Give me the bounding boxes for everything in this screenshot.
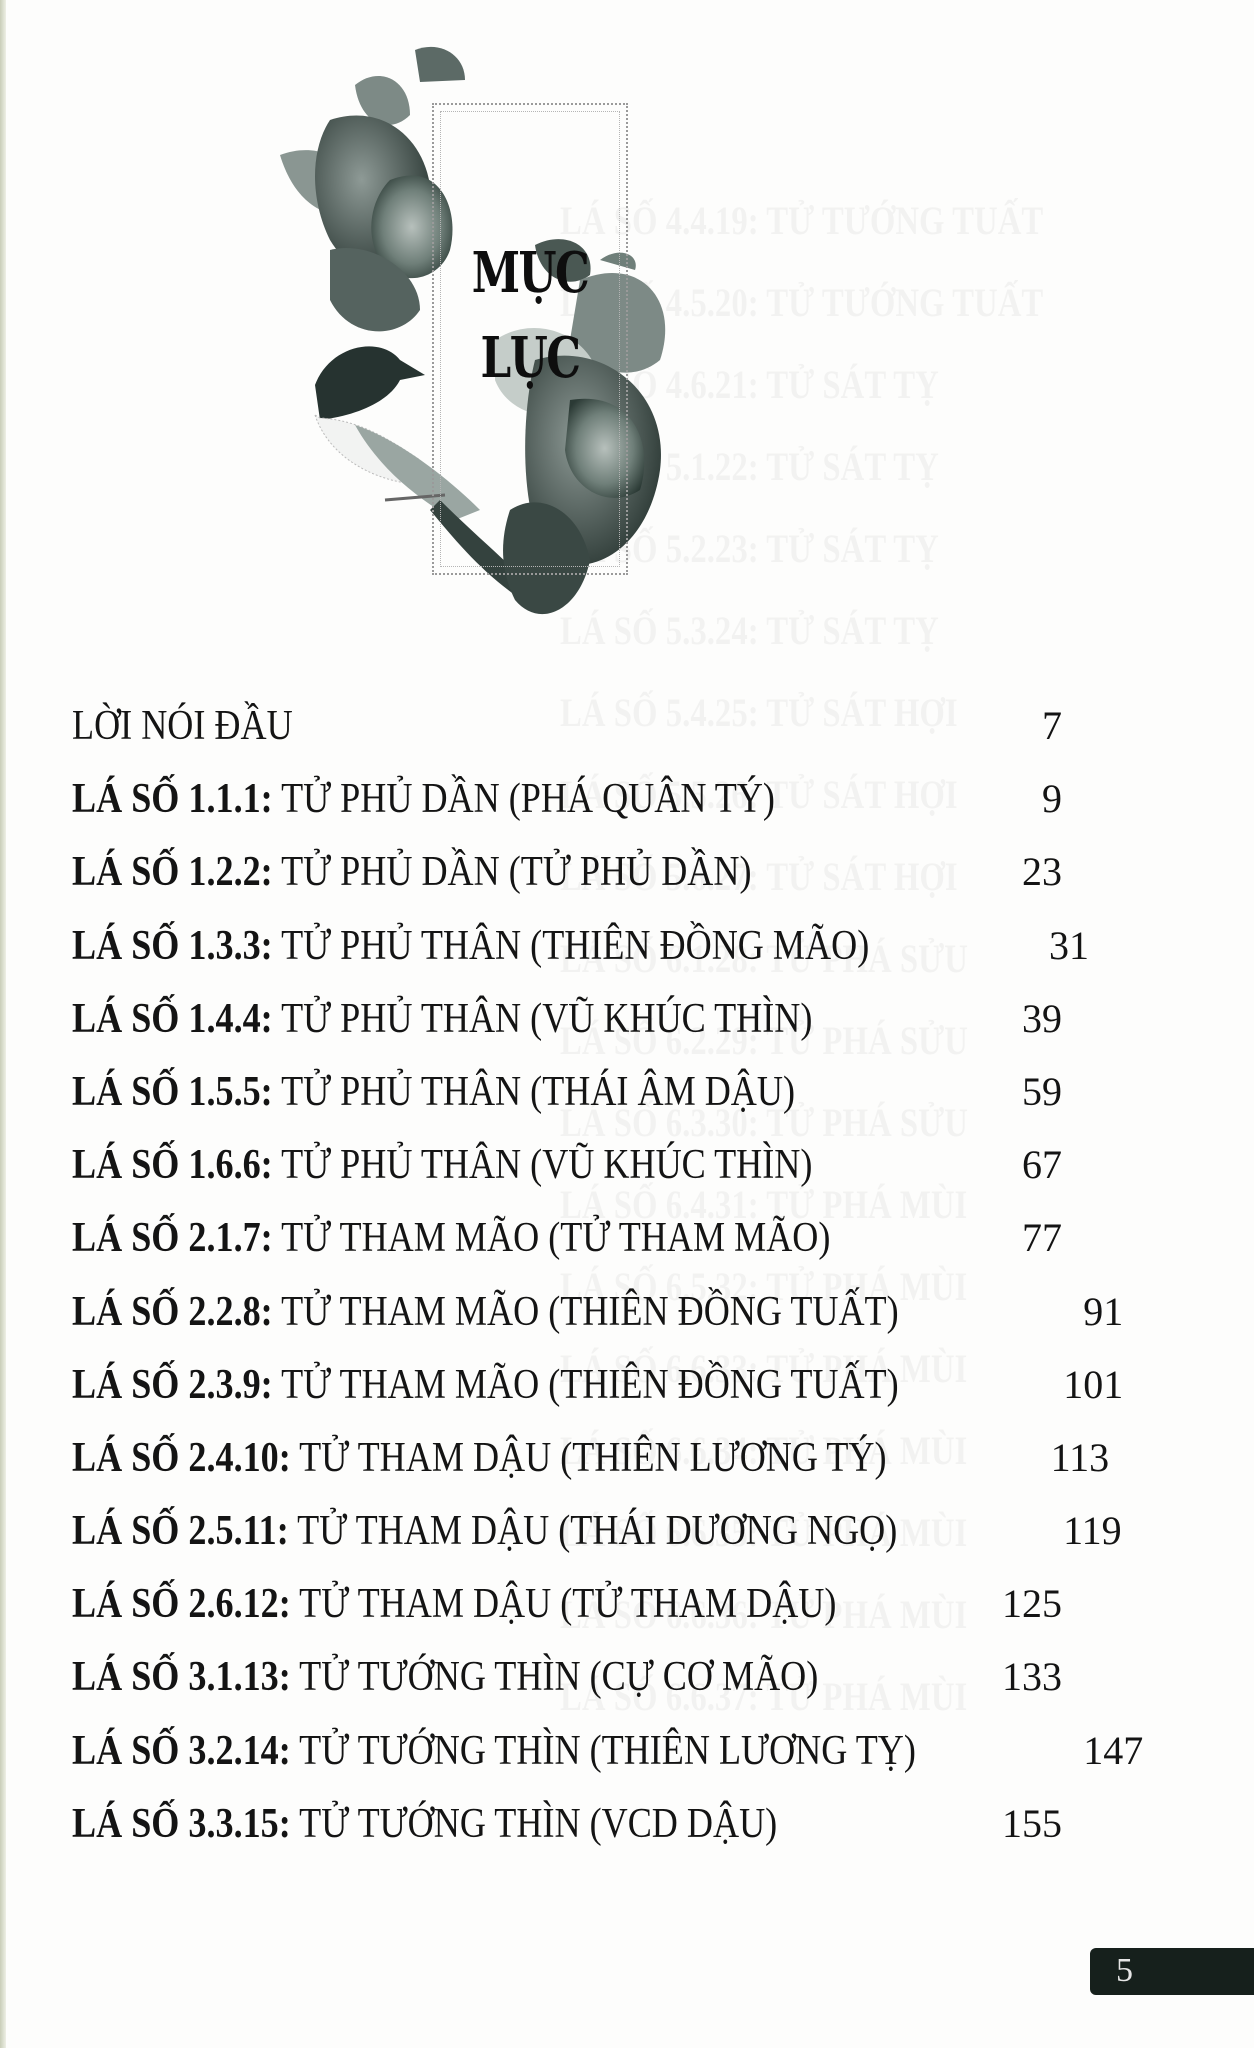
toc-entry-page: 125 <box>1002 1581 1062 1627</box>
toc-entry[interactable] <box>72 1141 1062 1214</box>
toc-entry-code: LÁ SỐ 2.5.11: <box>72 1508 289 1555</box>
toc-entry-title: TỬ PHỦ THÂN (THÁI ÂM DẬU) <box>272 1068 796 1115</box>
table-of-contents <box>72 702 1144 1873</box>
toc-entry-title: TỬ PHỦ THÂN (THIÊN ĐỒNG MÃO) <box>272 922 870 969</box>
toc-entry-page: 59 <box>1022 1068 1062 1114</box>
page-title-line-2: LỤC <box>480 325 580 391</box>
toc-entry[interactable] <box>72 922 1090 995</box>
toc-entry-page: 101 <box>1063 1361 1124 1407</box>
toc-entry-page: 9 <box>1042 776 1062 822</box>
toc-entry-title: TỬ PHỦ DẦN (PHÁ QUÂN TÝ) <box>272 776 775 823</box>
toc-entry-code: LÁ SỐ 1.4.4: <box>72 995 273 1042</box>
toc-entry-code: LÁ SỐ 2.3.9: <box>72 1361 273 1408</box>
toc-entry-code: LÁ SỐ 1.2.2: <box>72 849 273 896</box>
toc-entry-title: TỬ PHỦ THÂN (VŨ KHÚC THÌN) <box>272 995 813 1042</box>
toc-entry-title: TỬ THAM DẬU (THÁI DƯƠNG NGỌ) <box>288 1508 898 1555</box>
toc-entry-page: 91 <box>1083 1288 1124 1334</box>
page-number-tab <box>1090 1948 1254 1995</box>
toc-entry-page: 7 <box>1042 703 1062 748</box>
toc-entry-title: TỬ THAM DẬU (THIÊN LƯƠNG TÝ) <box>290 1434 887 1481</box>
toc-entry-page: 31 <box>1049 922 1090 968</box>
toc-entry[interactable] <box>72 1800 1062 1873</box>
toc-entry-title: LỜI NÓI ĐẦU <box>72 703 293 749</box>
toc-entry-page: 155 <box>1002 1800 1062 1846</box>
page-edge-strip <box>0 0 6 2048</box>
toc-entry[interactable] <box>72 995 1062 1068</box>
toc-entry-page: 133 <box>1002 1654 1062 1700</box>
toc-entry-page: 23 <box>1022 849 1062 895</box>
toc-entry-title: TỬ THAM MÃO (THIÊN ĐỒNG TUẤT) <box>272 1288 899 1335</box>
toc-entry[interactable] <box>72 1653 1062 1726</box>
toc-entry-title: TỬ THAM DẬU (TỬ THAM DẬU) <box>290 1581 837 1628</box>
toc-entry[interactable] <box>72 1214 1062 1287</box>
title-illustration <box>270 40 830 660</box>
toc-entry-code: LÁ SỐ 2.2.8: <box>72 1288 273 1335</box>
toc-entry-code: LÁ SỐ 1.5.5: <box>72 1068 273 1115</box>
toc-entry-code: LÁ SỐ 3.3.15: <box>72 1800 291 1847</box>
toc-entry-title: TỬ THAM MÃO (TỬ THAM MÃO) <box>272 1215 831 1262</box>
toc-entry-code: LÁ SỐ 1.6.6: <box>72 1142 273 1189</box>
toc-entry-code: LÁ SỐ 1.3.3: <box>72 922 273 969</box>
toc-entry-page: 67 <box>1022 1142 1062 1188</box>
toc-entry-code: LÁ SỐ 3.2.14: <box>72 1727 291 1774</box>
page-number: 5 <box>1116 1952 1133 1989</box>
toc-entry-preface[interactable] <box>72 702 1062 775</box>
toc-entry-code: LÁ SỐ 2.1.7: <box>72 1215 273 1262</box>
toc-entry-title: TỬ TƯỚNG THÌN (CỰ CƠ MÃO) <box>290 1654 819 1701</box>
toc-entry-code: LÁ SỐ 2.6.12: <box>72 1581 291 1628</box>
toc-entry[interactable] <box>72 1727 1144 1800</box>
toc-entry[interactable] <box>72 1507 1122 1580</box>
toc-entry[interactable] <box>72 848 1062 921</box>
toc-entry-page: 119 <box>1063 1508 1122 1554</box>
toc-entry-title: TỬ PHỦ DẦN (TỬ PHỦ DẦN) <box>272 849 752 896</box>
page-title-line-1: MỤC <box>471 240 589 306</box>
toc-entry[interactable] <box>72 1068 1062 1141</box>
toc-entry-page: 113 <box>1050 1434 1110 1480</box>
toc-entry-code: LÁ SỐ 2.4.10: <box>72 1434 291 1481</box>
toc-entry-title: TỬ TƯỚNG THÌN (VCD DẬU) <box>290 1800 778 1847</box>
toc-entry-page: 77 <box>1022 1215 1062 1261</box>
toc-entry-title: TỬ PHỦ THÂN (VŨ KHÚC THÌN) <box>272 1142 813 1189</box>
toc-entry-code: LÁ SỐ 3.1.13: <box>72 1654 291 1701</box>
toc-entry-title: TỬ THAM MÃO (THIÊN ĐỒNG TUẤT) <box>272 1361 899 1408</box>
toc-entry-page: 39 <box>1022 995 1062 1041</box>
toc-entry-title: TỬ TƯỚNG THÌN (THIÊN LƯƠNG TỴ) <box>290 1727 916 1774</box>
toc-entry-code: LÁ SỐ 1.1.1: <box>72 776 273 823</box>
toc-entry[interactable] <box>72 775 1062 848</box>
toc-entry[interactable] <box>72 1361 1124 1434</box>
toc-entry[interactable] <box>72 1580 1062 1653</box>
toc-entry[interactable] <box>72 1288 1124 1361</box>
toc-entry-page: 147 <box>1083 1727 1144 1773</box>
toc-entry[interactable] <box>72 1434 1110 1507</box>
